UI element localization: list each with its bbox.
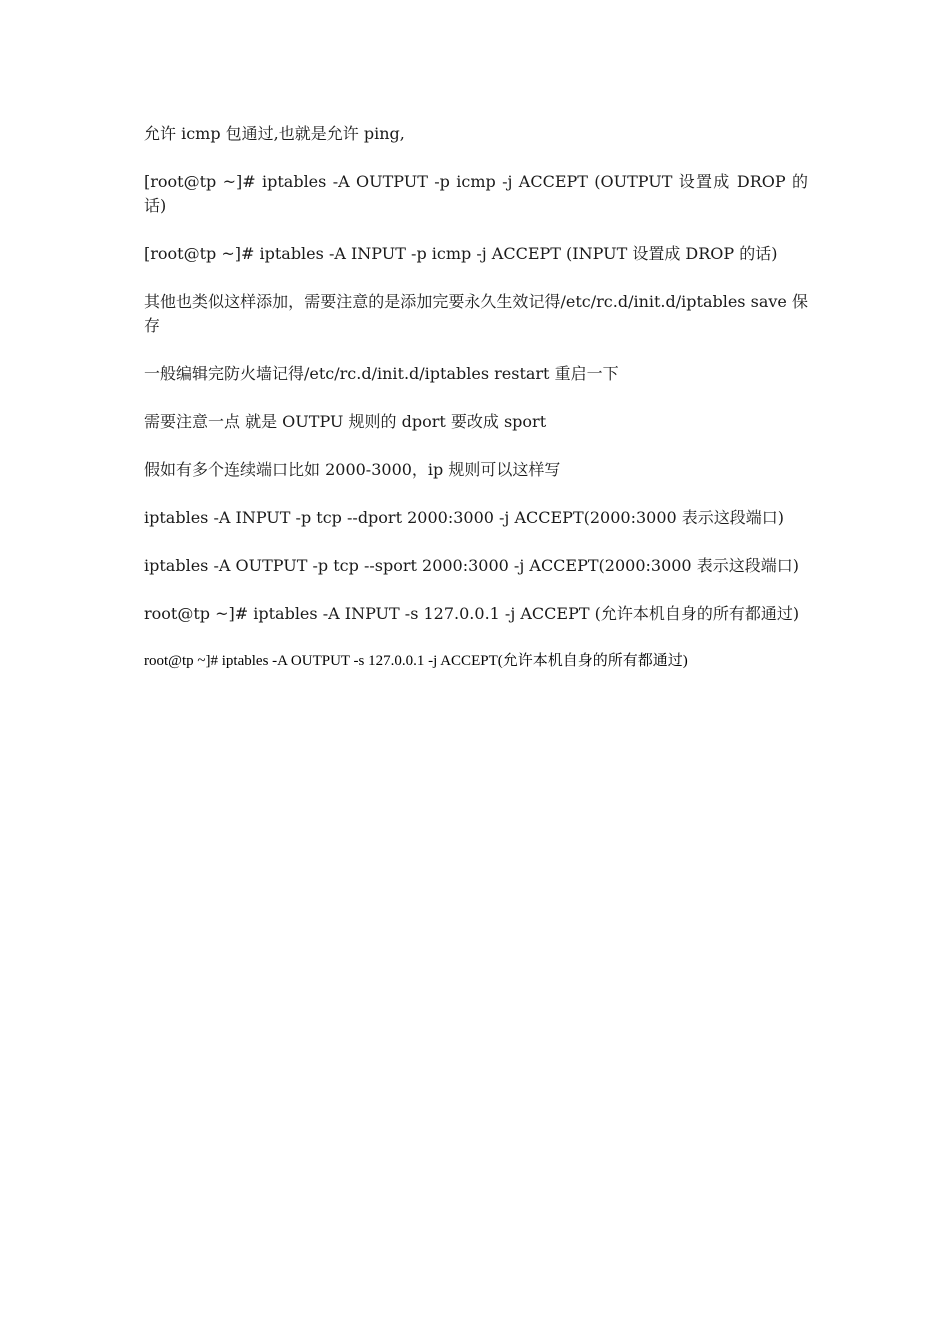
paragraph-save-note: 其他也类似这样添加，需要注意的是添加完要永久生效记得/etc/rc.d/init.d/iptables save 保存: [144, 292, 808, 335]
paragraph-input-localhost: root@tp ~]# iptables -A INPUT -s 127.0.0.1 -j ACCEPT (允许本机自身的所有都通过): [144, 604, 800, 623]
paragraph-input-port-range: iptables -A INPUT -p tcp --dport 2000:3000 -j ACCEPT(2000:3000 表示这段端口): [144, 508, 785, 527]
paragraph-output-localhost: root@tp ~]# iptables -A OUTPUT -s 127.0.0.1 -j ACCEPT(允许本机自身的所有都通过): [144, 653, 688, 669]
paragraph-output-icmp: [root@tp ~]# iptables -A OUTPUT -p icmp -j ACCEPT (OUTPUT 设置成 DROP 的话): [144, 172, 808, 215]
document-body: [144, 122, 808, 696]
paragraph-port-range-intro: 假如有多个连续端口比如 2000-3000，ip 规则可以这样写: [144, 460, 561, 479]
paragraph-icmp-intro: 允许 icmp 包通过,也就是允许 ping,: [144, 124, 405, 143]
paragraph-input-icmp: [root@tp ~]# iptables -A INPUT -p icmp -j ACCEPT (INPUT 设置成 DROP 的话): [144, 244, 778, 263]
paragraph-sport-note: 需要注意一点 就是 OUTPU 规则的 dport 要改成 sport: [144, 412, 547, 431]
paragraph-restart-note: 一般编辑完防火墙记得/etc/rc.d/init.d/iptables restart 重启一下: [144, 364, 619, 383]
paragraph-output-port-range: iptables -A OUTPUT -p tcp --sport 2000:3000 -j ACCEPT(2000:3000 表示这段端口): [144, 556, 799, 575]
